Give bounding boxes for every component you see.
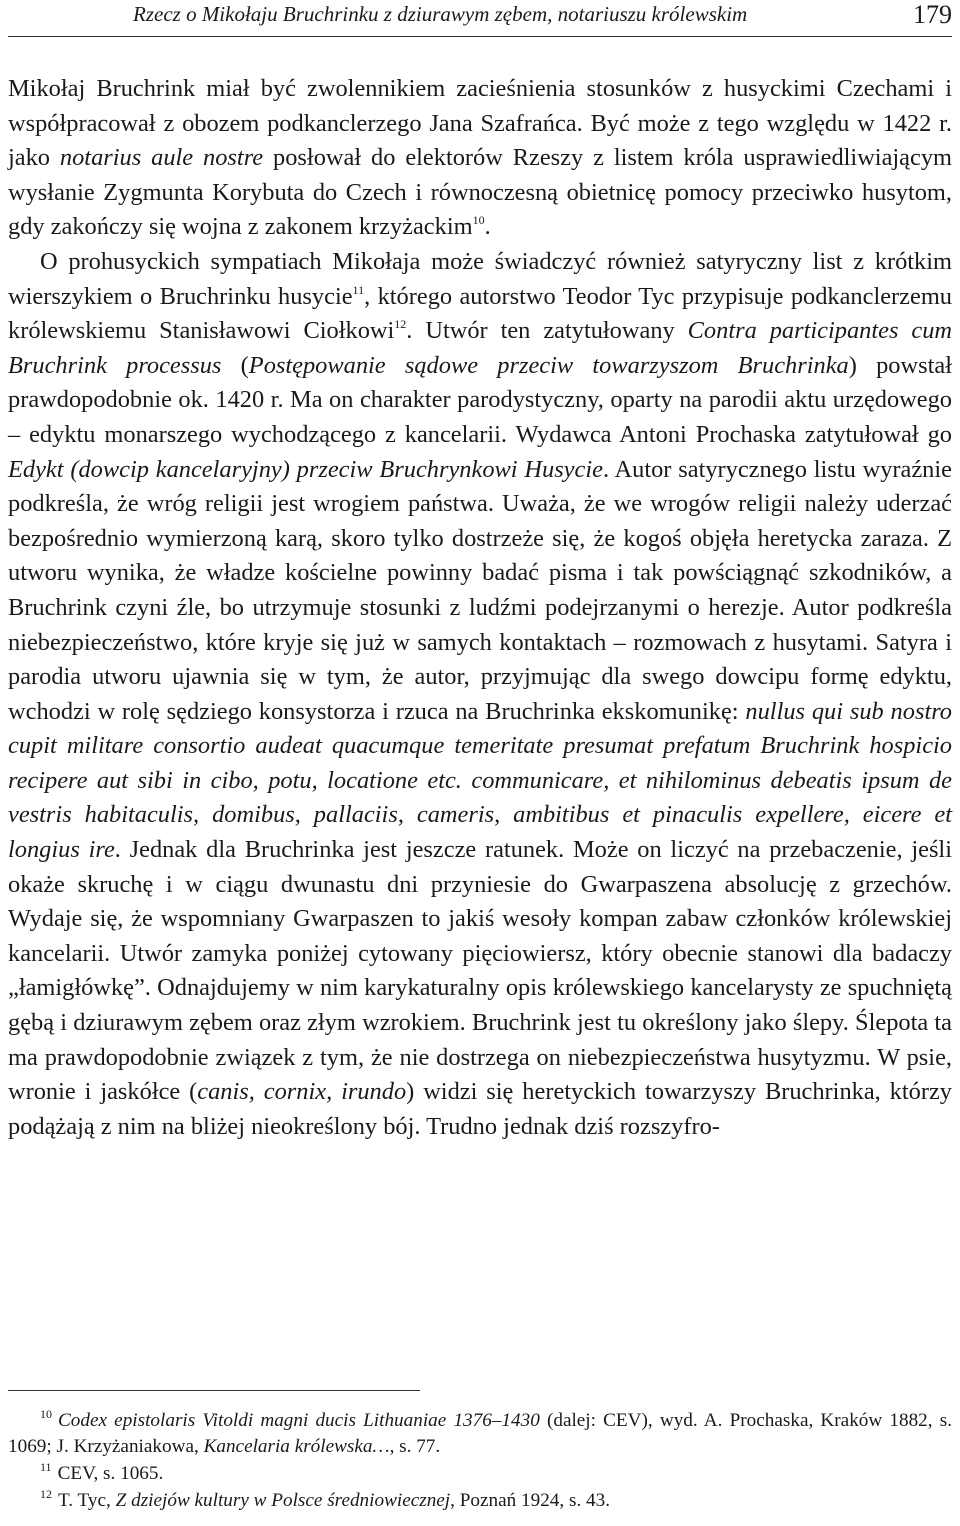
- text: , Poznań 1924, s. 43.: [450, 1490, 611, 1511]
- text: .: [484, 213, 491, 241]
- footnote-11: [8, 1461, 952, 1487]
- header-rule: [8, 36, 952, 37]
- footnote-number: 10: [40, 1407, 52, 1421]
- text: . Utwór ten zatytułowany: [406, 317, 688, 345]
- footnote-ref-11[interactable]: 11: [352, 282, 365, 297]
- source-title: Codex epistolaris Vitoldi magni ducis Lithuaniae 1376–1430: [58, 1410, 540, 1431]
- text: posłował do elektorów Rzeszy z listem króla usprawiedliwiającym wysłanie Zygmunta Korybuta do Czech i równoczesną obietnicę pomocy przeciwko husytom, gdy zakończy się wojna z zakonem krzyżackim: [8, 144, 953, 241]
- text: (: [221, 351, 249, 379]
- polish-title: Postępowanie sądowe przeciw towarzyszom Bruchrinka: [248, 351, 849, 379]
- paragraph-1: [8, 72, 952, 245]
- footnote-number: 11: [40, 1460, 52, 1474]
- text: CEV, s. 1065.: [57, 1463, 164, 1484]
- footnote-ref-10[interactable]: 10: [472, 213, 485, 228]
- latin-words: canis, cornix, irundo: [197, 1078, 407, 1106]
- text: , s. 77.: [389, 1436, 441, 1457]
- running-title: Rzecz o Mikołaju Bruchrinku z dziurawym zębem, notariuszu królewskim: [133, 2, 748, 26]
- text: ) widzi się heretyckich towarzyszy Bruchrinka, którzy podążają z nim na bliżej nieokreślony bój. Trudno jednak dziś rozszyfro-: [8, 1078, 952, 1140]
- text: (dalej: CEV), wyd. A. Prochaska, Kraków 1882, s. 1069; J. Krzyżaniakowa,: [8, 1410, 953, 1457]
- footnote-number: 12: [40, 1487, 52, 1501]
- footnote-12: [8, 1488, 952, 1514]
- text: . Autor satyrycznego listu wyraźnie podkreśla, że wróg religii jest wrogiem państwa. Uważa, że we wrogów religii należy uderzać bezpośrednio wymierzoną karą, skoro tylko dostrzeże się, że kogoś objęła heretycka zaraza. Z utworu wynika, że władze kościelne powinny badać pisma i tak powściągnąć szkodników, a Bruchrink czyni źle, bo utrzymuje stosunki z ludźmi podejrzanymi o herezje. Autor podkreśla niebezpieczeństwo, które kryje się już w samych kontaktach – rozmowach z husytami. Satyra i parodia utworu ujawnia się w tym, że autor, przyjmując dla swego dowcipu formę edyktu, wchodzi w rolę sędziego konsystorza i rzuca na Bruchrinka ekskomunikę:: [8, 455, 952, 725]
- text: Mikołaj Bruchrink miał być zwolennikiem zacieśnienia stosunków z husyckimi Czechami i współpracował z obozem podkanclerzego Jana Szafrańca. Być może z tego względu w 1422 r. jako: [8, 75, 952, 172]
- text: T. Tyc,: [58, 1490, 116, 1511]
- footnote-10: [8, 1408, 952, 1460]
- latin-title: Contra participantes cum Bruchrink processus: [8, 317, 952, 379]
- latin-phrase: notarius aule nostre: [59, 144, 264, 172]
- text: . Jednak dla Bruchrinka jest jeszcze ratunek. Może on liczyć na przebaczenie, jeśli okaże skruchę i w ciągu dwunastu dni przyniesie do Gwarpaszena absolucję z grzechów. Wydaje się, że wspomniany Gwarpaszen to jakiś wesoły kompan zabaw członków królewskiej kancelarii. Utwór zamyka poniżej cytowany pięciowiersz, który obecnie stanowi dla badaczy „łamigłówkę”. Odnajdujemy w nim karykaturalny opis królewskiego kancelarysty ze spuchniętą gębą i dziurawym zębem oraz złym wzrokiem. Bruchrink jest tu określony jako ślepy. Ślepota ta ma prawdopodobnie związek z tym, że nie dostrzega on niebezpieczeństwa husytyzmu. W psie, wronie i jaskółce (: [8, 836, 952, 1106]
- page-number: 179: [913, 0, 952, 29]
- footnotes: [8, 1408, 952, 1515]
- text: ) powstał prawdopodobnie ok. 1420 r. Ma on charakter parodystyczny, oparty na parodii aktu urzędowego – edyktu monarszego wychodzącego z kancelarii. Wydawca Antoni Prochaska zatytułował go: [8, 351, 952, 448]
- footnote-ref-12[interactable]: 12: [394, 317, 407, 332]
- footnote-rule: [8, 1390, 420, 1391]
- source-title: Kancelaria królewska…: [203, 1436, 390, 1457]
- paragraph-2: [8, 245, 952, 1144]
- text: , którego autorstwo Teodor Tyc przypisuje podkanclerzemu królewskiemu Stanisławowi Ciołkowi: [8, 282, 952, 345]
- edition-title: Edykt (dowcip kancelaryjny) przeciw Bruchrynkowi Husycie: [8, 455, 603, 483]
- text: O prohusyckich sympatiach Mikołaja może świadczyć również satyryczny list z krótkim wierszykiem o Bruchrinku husycie: [8, 247, 952, 310]
- latin-quotation: nullus qui sub nostro cupit militare consortio audeat quacumque temeritate presumat prefatum Bruchrink hospicio recipere aut sibi in cibo, potu, locatione etc. communicare, et nihilominus debeatis ipsum de vestris habitaculis, domibus, pallaciis, cameris, ambitibus et pinaculis expellere, eicere et longius ire: [8, 697, 952, 864]
- page-header: [8, 0, 952, 36]
- body-text: [8, 72, 952, 1144]
- source-title: Z dziejów kultury w Polsce średniowiecznej: [115, 1490, 451, 1511]
